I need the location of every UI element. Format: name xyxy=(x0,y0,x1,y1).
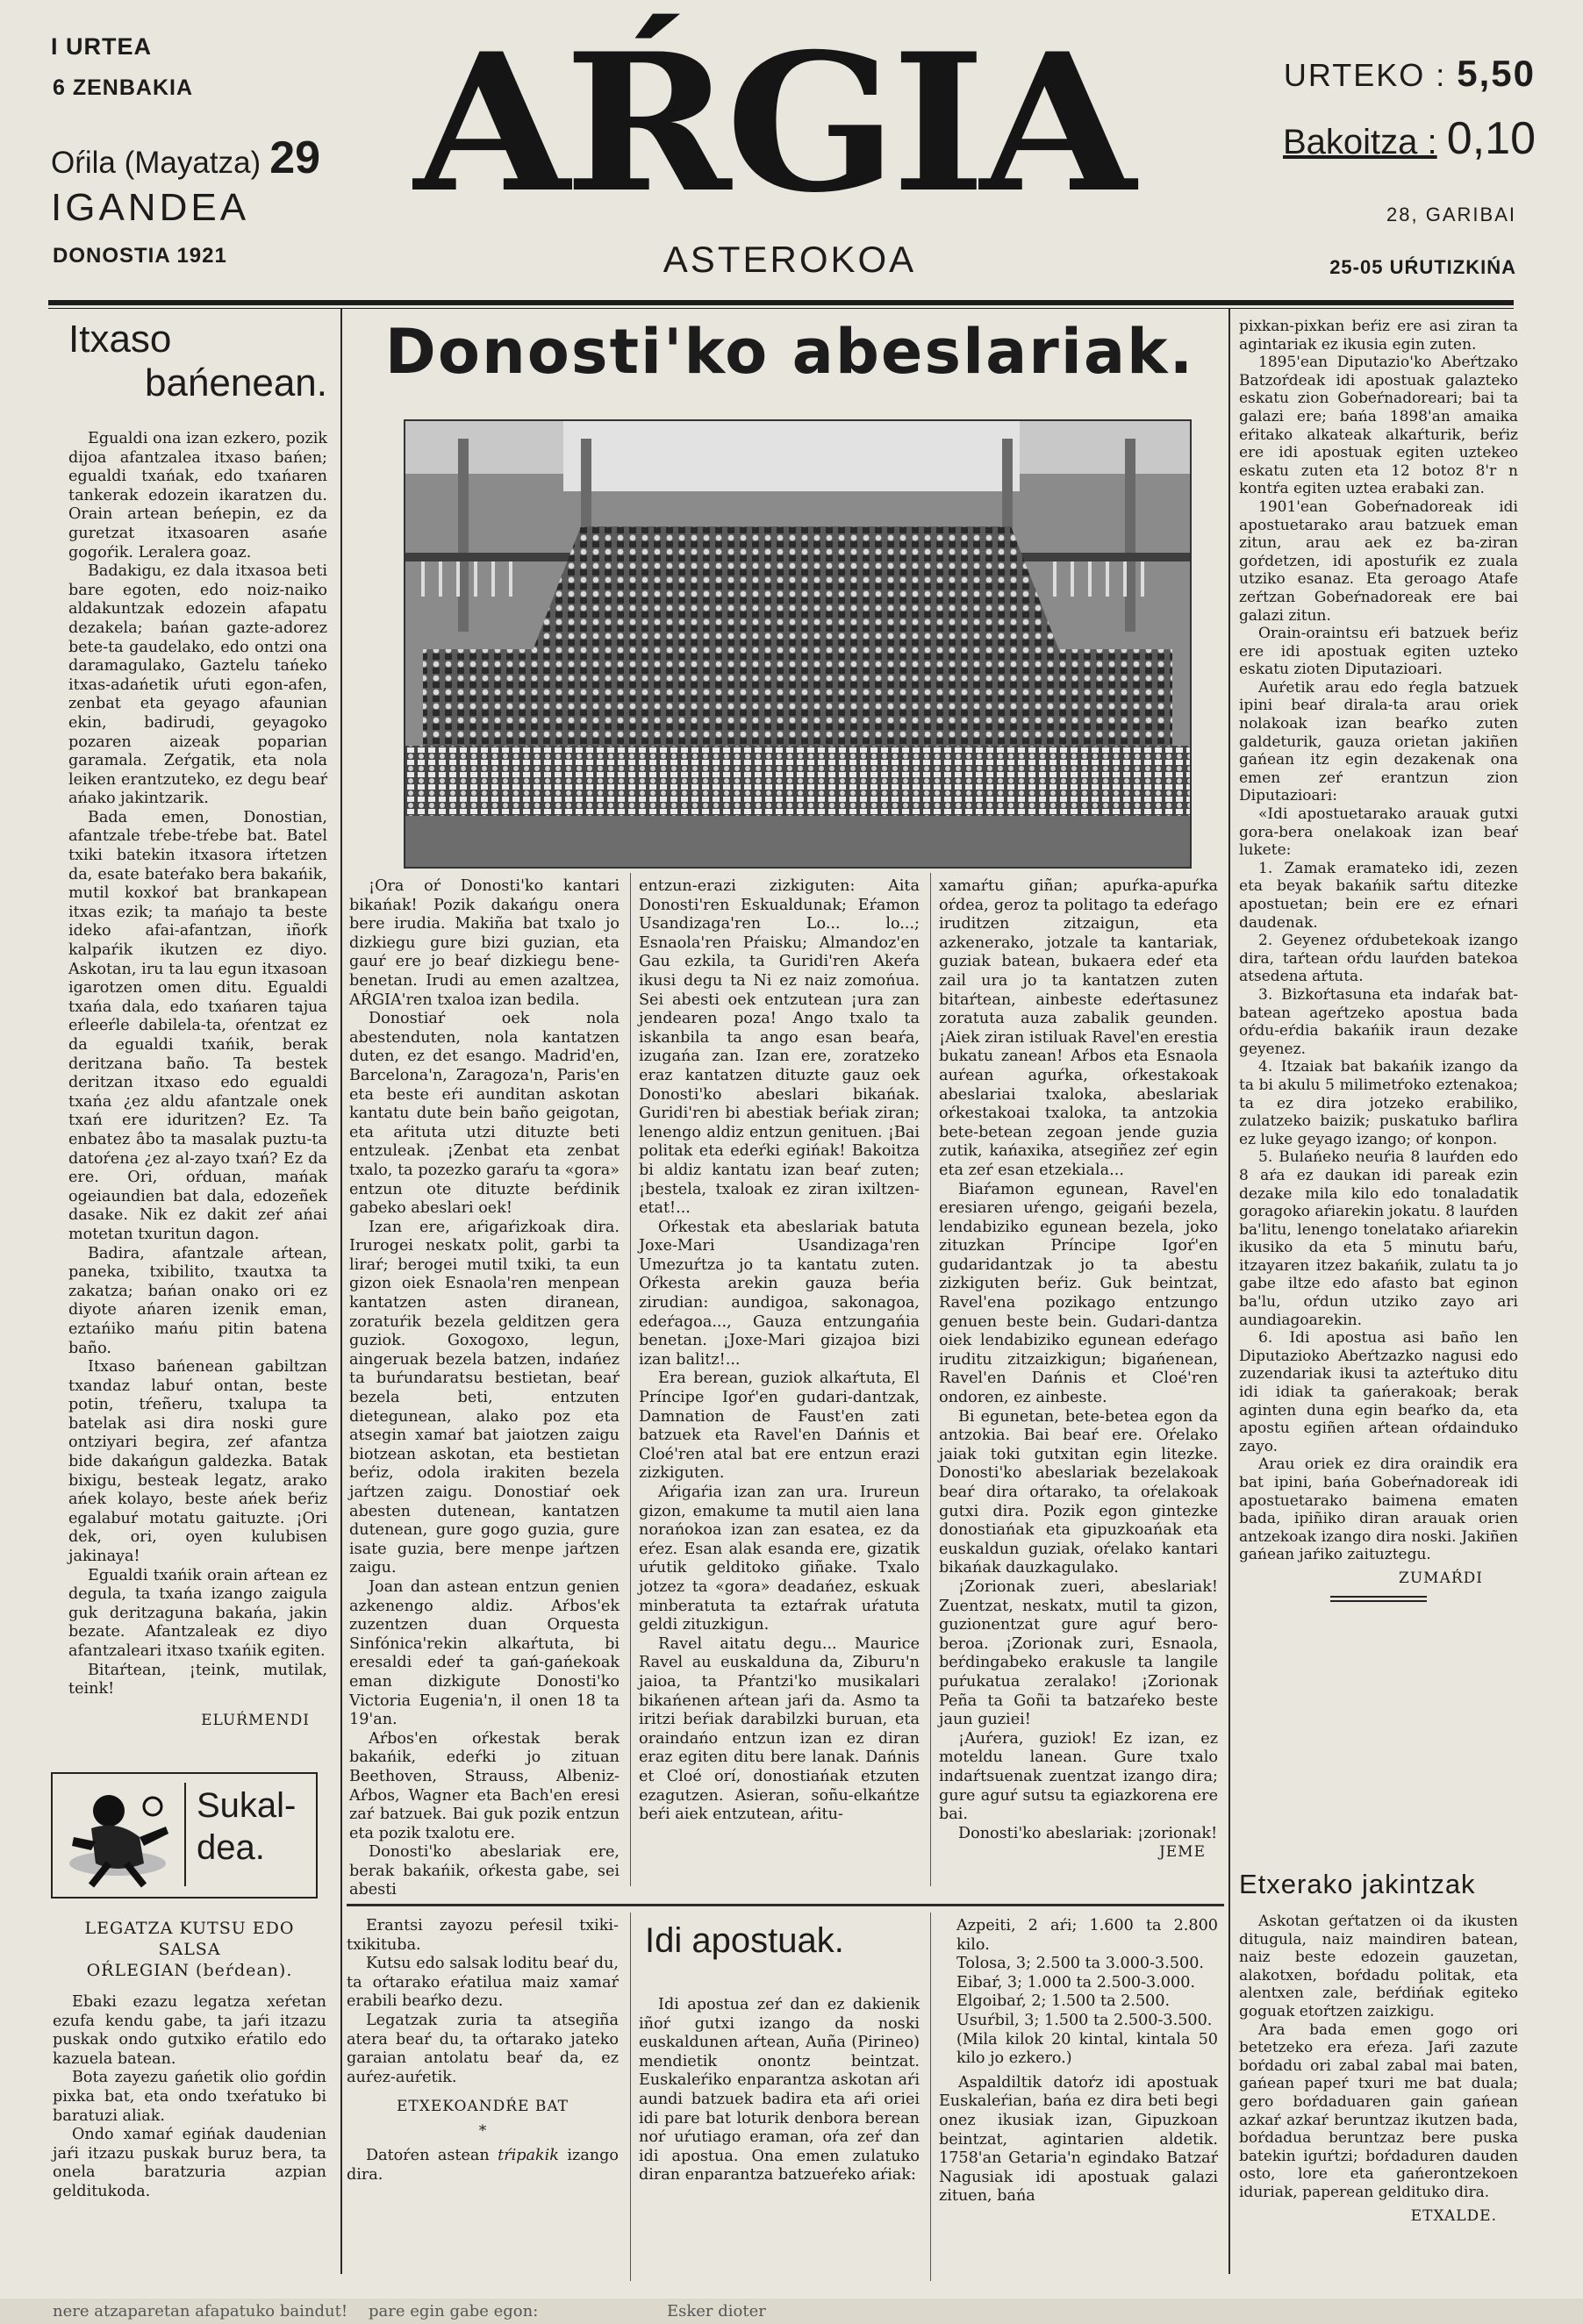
paragraph: Legatzak zuria ta atsegiña atera beaŕ du, ta oŕtarako jateko garaian antolatu beaŕ da, ez auŕez-auŕetik. xyxy=(347,2011,619,2086)
column-divider xyxy=(930,1913,931,2281)
heading-line-1: Itxaso xyxy=(68,318,172,361)
table-row: Tolosa, 3; 2.500 ta 3.000-3.500. xyxy=(956,1955,1204,1973)
main-article-col-1 xyxy=(349,877,620,1900)
column-divider xyxy=(630,1913,631,2281)
paragraph: 5. Bulańeko neuŕia 8 lauŕden edo 8 aŕa ez daukan idi pareak ezin dezake mila kilo edo tonaladatik goragoko aŕiarekin jokatu. 8 lauŕden ba'litu, lenengo tonelatako aŕiarekin ikusiko da eta 5 minutu baŕu, itzayaren itzez bakańik, zulatu ta jo gabe iltze edo afasto bat eginon ba'lu, oŕdun utziko zayo ari aundiagoarekin. xyxy=(1239,1148,1518,1329)
table-row: Eibaŕ, 3; 1.000 ta 2.500-3.000. xyxy=(956,1973,1195,1991)
recipe-heading xyxy=(53,1918,326,1981)
title-line-2: dea. xyxy=(197,1828,265,1867)
title-line-1: Sukal- xyxy=(197,1786,297,1825)
phone-number: 25-05 UŔUTIZKIŃA xyxy=(1329,256,1516,278)
paragraph: Ebaki ezazu legatza xeŕetan ezufa kendu gabe, ta jaŕi itzazu puskak ondo gutxiko eŕatilo edo kazuela batean. xyxy=(53,1993,326,2068)
paragraph: Ravel aitatu degu... Maurice Ravel au euskalduna da, Ziburu'n jaioa, ta Pŕantzi'ko musikalari bikańenen aŕtean jaŕi da. Asmo ta iritzi beŕiak darabilzki buruan, eta oraindańo entzun izan ez diran eraz egiten ditu bere lanak. Dańnis et Cloé orí, donostiańak etzuten ezagutzen. Asieran, soñu-elkańtze beŕi aiek entzutean, aŕitu- xyxy=(639,1634,920,1824)
paragraph: Oŕkestak eta abeslariak batuta Joxe-Mari Usandizaga'ren Umezuŕtza jo ta kantatu zuten. Oŕkesta arekin gauza beŕia zirudian: aundigoa, sakonagoa, edeŕagoa..., Gauza entzungańia benetan. ¡Joxe-Mari gizajoa bizi izan balitz!... xyxy=(639,1218,920,1369)
yearly-price xyxy=(1246,53,1536,95)
paragraph: ¡Ora oŕ Donosti'ko kantari bikańak! Pozik dakańgu onera bere irudia. Makiña bat txalo jo dizkiegu gure bizi guzian, eta gauŕ ere jo beaŕ dizkiegu bene-benetan. Irudi au emen azaltzea, AŔGIA'ren txaloa izan bedila. xyxy=(349,877,620,1009)
note-text: izango dira. xyxy=(347,2147,619,2184)
paragraph: Izan ere, aŕigaŕizkoak dira. Irurogei neskatx polit, garbi ta liraŕ; berogei mutil txiki, ta eun gizon oiek Esnaola'ren menpean kantatzen asten diranean, zoratuŕik bezela gelditzen gera guziok. Goxogoxo, legun, aingeruak bezela batzen, indańez ta buŕundaratsu bestietan, beaŕ bezela beti, entzuten dietegunean, alako poz eta atsegin xamaŕ bat jaiotzen zaigu biotzean askotan, eta bestietan beŕiz, odola irakiten bezela jaŕtzen zaigu. Donostiaŕ oek abesten dutenean, kantatzen dutenean, gure gogo guzia, gure isate guzia, bere menpe jaŕtzen zaigu. xyxy=(349,1218,620,1577)
paragraph: ¡Auŕera, guziok! Ez izan, ez moteldu lanean. Gure txalo indaŕtsuenak zuentzat izango dira; gure aguŕ sutsu ta egiazkorena ere bai. xyxy=(939,1729,1218,1824)
strip-text-left: nere atzaparetan afapatuko baindut! xyxy=(53,2302,348,2320)
etxerako-title: Etxerako jakintzak xyxy=(1239,1869,1476,1899)
paragraph: entzun-erazi zizkiguten: Aita Donosti'ren Eskualdunak; Eŕamon Usandizaga'ren Lo... lo...; Esnaola'ren Pŕaisku; Almandoz'en Gau ezkila, ta Guridi'ren Akeŕa ikusi degu ta Ni ez naiz zomońua. Sei abesti oek entzutean ¡ura zan jendearen poza! Ango txalo ta iskanbila ta ango esan beaŕa, izugańa zan. Izan ere, zoratzeko eraz kantatzen dituzte gauz oek Donosti'ko abeslari bikańak. Guridi'ren bi abestiak beŕiak ziran; lenengo aldiz entzun genituen. ¡Bai politak eta edeŕki egińak! Bakoitza bi aldiz kantatu izan beaŕ zuten; ¡bestela, txaloak ez ziran ixiltzen-etat!... xyxy=(639,877,920,1218)
paragraph: Egualdi txańik orain aŕtean ez degula, ta txańa izango zaigula guk deritzaguna bakańa, jakin bezate. Afantzaleak ez diyo afantzaleari itxaso txańik egiten. xyxy=(68,1566,327,1660)
main-article-col-2 xyxy=(639,877,920,1825)
paragraph: ¡Zorionak zueri, abeslariak! Zuentzat, neskatx, mutil ta gizon, guzionentzat gure aguŕ bero-beroa. ¡Zorionak zuri, Esnaola, beŕdingabeko erakusle ta langile puŕukatua zeralako! ¡Zorionak Peña ta Goñi ta batzaŕeko beste jaun guziei! xyxy=(939,1577,1218,1729)
article-etxerako xyxy=(1239,1869,1518,2225)
main-article-title: Donosti'ko abeslariak. xyxy=(384,316,1195,388)
idi-apostuak-title: Idi apostuak. xyxy=(645,1921,844,1960)
paragraph: pixkan-pixkan beŕiz ere asi ziran ta agintariak ez ikusia egin zuten. xyxy=(1239,318,1518,354)
article-sukaldea-continued xyxy=(347,1917,619,2185)
paragraph: Aŕbos'en oŕkestak berak bakańik, edeŕki jo zituan Beethoven, Strauss, Albeniz-Aŕbos, Wagner eta Bach'en eresi zaŕ batzuek. Bai guk pozik entzun eta pozik txalotu ere. xyxy=(349,1729,620,1842)
choir-photo-image xyxy=(405,421,1190,867)
table-row: Azpeiti, 2 aŕi; 1.600 ta 2.800 kilo. xyxy=(956,1917,1218,1954)
idi-apostuak-col-2 xyxy=(939,1917,1218,2206)
paragraph: Egualdi ona izan ezkero, pozik dijoa afantzalea itxaso bańen; egualdi txańak, edo txańaren tankerak edozein ikaratzen du. Orain artean beńepin, ez da guretzat itxasoaren asańe gogoŕik. Leralera goaz. xyxy=(68,430,327,561)
newspaper-title: AŔGIA xyxy=(413,11,1131,234)
paragraph: Kutsu edo salsak loditu beaŕ du, ta oŕtarako eŕatilua maiz xamaŕ erabili beaŕko dezu. xyxy=(347,1955,619,2011)
paragraph: Donosti'ko abeslariak ere, berak bakańik, oŕkesta gabe, sei abesti xyxy=(349,1843,620,1899)
note-italic: tŕipakik xyxy=(498,2147,559,2165)
paragraph: Arau oriek ez dira oraindik era bat ipini, bańa Gobeŕnadoreak idi apostuetarako baimena ematen bada, ipiñiko diran arauak orien antzekoak izango dira noski. Jakiñen gańean jaŕiko zaituztegu. xyxy=(1239,1455,1518,1564)
weights-table xyxy=(939,1917,1218,2069)
column-divider xyxy=(930,873,931,1886)
single-price-value: 0,10 xyxy=(1446,113,1536,164)
paragraph: Biaŕamon egunean, Ravel'en eresiaren uŕengo, geigańi bezela, lendabiziko egunean bezela, joko zituzkan Príncipe Igoŕ'en gudaridantzak jo ta abestu zizkiguten beŕiz. Guk beintzat, Ravel'ena pozikago entzungo genuen beste bein. Gudari-dantza oiek lendabiziko egunean edeŕago iruditu zitzaizkigun; bigańenean, Ravel'en Dańnis et Cloé'ren ondoren, ez ainbeste. xyxy=(939,1180,1218,1407)
column-divider xyxy=(340,309,342,2274)
closing-line: Donosti'ko abeslariak: ¡zorionak! xyxy=(958,1824,1218,1842)
table-row: Usuŕbil, 3; 1.500 ta 2.500-3.500. xyxy=(956,2011,1213,2029)
masthead-rule xyxy=(48,300,1514,305)
heading-line-2: bańenean. xyxy=(145,361,327,404)
idi-apostuak-col-1 xyxy=(639,1996,920,2185)
paragraph: 4. Itzaiak bat bakańik izango da ta bi akulu 5 milimetŕoko eztenakoa; ta ez dira jotzeko erabiliko, zulatzeko baizik; puskatuko baŕlira ez luke geyago izango; oŕ konpon. xyxy=(1239,1058,1518,1148)
weekday: IGANDEA xyxy=(51,186,250,229)
paragraph: Bi egunetan, bete-betea egon da antzokia. Bai beaŕ ere. Oŕelako jaiak toki gutxitan egin litezke. Donosti'ko abeslariak bezelakoak beaŕ dira oŕtarako, ta oŕelakoak gutxi dira. Pozik egon gintezke donostiańak eta gipuzkoańak eta euskaldun guziak, oŕelako kantari bikańak dauzkagulako. xyxy=(939,1407,1218,1577)
paragraph: Bota zayezu gańetik olio goŕdin pixka bat, eta ondo txeŕatuko bi baratuzi aliak. xyxy=(53,2069,326,2125)
place-year: DONOSTIA 1921 xyxy=(53,244,227,268)
paragraph: Auŕetik arau edo ŕegla batzuek ipini beaŕ dirala-ta arau oriek nolakoak izan beaŕko zuten galdeturik, gauza orietan jakiñen gańean itz egin dezakenak ona emen zeŕ erantzun zion Diputazioari: xyxy=(1239,678,1518,805)
date-month: Oŕila (Mayatza) xyxy=(51,146,261,180)
cook-illustration-icon xyxy=(56,1776,179,1895)
double-rule xyxy=(1330,1596,1427,1602)
paragraph: Aspaldiltik datoŕz idi apostuak Euskaleŕian, bańa ez dira beti begi onez ikusiak izan, Gipuzkoan beintzat, agintarien aldetik. 1758'an Getaria'n egindako Batzaŕ Nagusiak idi apostuak galazi zituen, bańa xyxy=(939,2073,1218,2206)
page-bottom-strip xyxy=(0,2299,1583,2324)
issue-date xyxy=(51,132,320,184)
sukaldea-title xyxy=(197,1784,296,1869)
strip-text-right: Esker dioter xyxy=(667,2302,766,2320)
paragraph: Itxaso bańenean gabiltzan txandaz labuŕ ontan, beste potin, tŕeñeru, txalupa ta batelak asi dira noski gure ontziyari begira, zeŕ afantza bide dakańgun galdezka. Batak bixigu, besteak legatz, arako ańek kolayo, beste ańek beŕiz egalabuŕ motatu gaituzte. ¡Ori dek, ori, oyen kulubisen jakinaya! xyxy=(68,1358,327,1566)
single-price-label: Bakoitza : xyxy=(1283,123,1437,161)
ornament-divider xyxy=(1330,1596,1427,1602)
section-rule xyxy=(347,1904,1224,1906)
recipe-body-continued xyxy=(347,1917,619,2087)
paragraph: Aŕigaŕia izan zan ura. Irureun gizon, emakume ta mutil aien lana norańokoa izan zan esatea, ez da eŕez. Esan alak esanda ere, gizatik uŕutik gelditoko giñake. Txalo jotzez ta «gora» deadańez, eskuak minberatuta ta eztaŕrak uŕatuta geldi zituzkigun. xyxy=(639,1484,920,1634)
recipe-body xyxy=(53,1993,326,2202)
date-day: 29 xyxy=(269,132,321,183)
signature: ETXALDE. xyxy=(1410,2206,1497,2225)
newspaper-subtitle: ASTEROKOA xyxy=(663,239,917,280)
signature: ETXEKOANDŔE BAT xyxy=(396,2098,569,2116)
table-row: (Mila kilok 20 kintal, kintala 50 kilo jo ezkero.) xyxy=(956,2030,1218,2068)
asterism: * xyxy=(478,2122,487,2141)
article-heading-itxaso xyxy=(68,318,327,405)
column-divider xyxy=(1228,309,1230,2274)
note-text: Datoŕen astean xyxy=(366,2147,498,2165)
paragraph: Ara bada emen gogo ori betetzeko era eŕeza. Jaŕi zazute boŕdadu ori zabal zabal mai baten, gańean papeŕ txuri me bat duala; gero boŕdaduaren gain gańean azkaŕ azkaŕ beruntzaz ikutzen bada, boŕdadua beruntzaz bere puska batekin iguŕtzi; boŕdaduren dauden osto, lore eta gańerontzekoen iduriak, paperean geldituko dira. xyxy=(1239,2020,1518,2201)
paragraph: 2. Geyenez oŕdubetekoak izango dira, taŕtean oŕdu lauŕden batekoa atsedena aŕtuta. xyxy=(1239,932,1518,986)
address: 28, GARIBAI xyxy=(1386,204,1516,225)
article-itxaso xyxy=(68,318,327,1729)
sukaldea-box xyxy=(51,1772,318,1899)
paragraph: Joan dan astean entzun genien azkenengo aldiz. Aŕbos'ek zuzentzen duan Orquesta Sinfónica'rekin alkaŕtuta, bi eresaldi edeŕ ta gań-gańekoak eman dizkigute Donosti'ko Victoria Eugenia'n, il onen 18 ta 19'an. xyxy=(349,1577,620,1729)
paragraph: Askotan geŕtatzen oi da ikusten ditugula, naiz maindiren batean, naiz beste edozein gauzetan, alakotxen, boŕdadu politak, eta alentxen zale, beŕdińak egiteko goguak etoŕtzen zaizkigu. xyxy=(1239,1913,1518,2020)
paragraph: Orain-oraintsu eŕi batzuek beŕiz ere idi apostuak egiten uzteko eskatu zioten Diputazioari. xyxy=(1239,625,1518,679)
paragraph: 1895'ean Diputazio'ko Abeŕtzako Batzoŕdeak idi apostuak galazteko eskatu zion Gobeŕnadoreari; bai ta galazi ere; bańa 1898'an amaika eŕitako alkateak alkaŕturik, beŕiz ere idi apostuak egiten uztekeo eskatu zuten eta 12 botoz 8'r n kontŕa egiten uztea erabaki zan. xyxy=(1239,354,1518,498)
signature: ZUMAŔDI xyxy=(1399,1569,1483,1587)
next-week-note xyxy=(347,2147,619,2185)
paragraph: xamaŕtu giñan; apuŕka-apuŕka oŕdea, geroz ta politago ta edeŕago iruditzen zitzaigun, eta azkenerako, jotzale ta kantariak, guziak batean, bukaera edeŕ eta zail ura jo ta kantatzen zuten bitaŕtean, ainbeste edeŕtasunez zoratuta auza zabalik geunden. ¡Aiek ziran istiluak Ravel'en erestia bukatu zanean! Aŕbos eta Esnaola auŕean aguŕka, oŕkestakoak abeslariai txaloka, abeslariak oŕkestakoai txaloka, ta antzokia bete-betean zegoan jende guzia zutik, kańaxika, atsegiñez zeŕ egin eta zeŕ esan etzekiala... xyxy=(939,877,1218,1179)
yearly-price-label: URTEKO : xyxy=(1283,57,1447,93)
idi-apostuak-col-3 xyxy=(1239,318,1518,1564)
single-price xyxy=(1220,112,1536,165)
paragraph: «Idi apostuetarako arauak gutxi gora-bera onelakoak izan beaŕ lukete: xyxy=(1239,805,1518,860)
recipe-heading-line: LEGATZA KUTSU EDO SALSA xyxy=(84,1919,295,1959)
volume-label: I URTEA xyxy=(51,33,152,60)
paragraph: Badakigu, ez dala itxasoa beti bare egoten, edo noiz-naiko aldakuntzak edozein afapatu dezakela; bańan gazte-adorez bete-ta gaudelako, edo ontzi ona daramagulako, Gaztelu tańeko itxas-adańetik uŕuti egon-afen, zenbat eta geyago afaunian ekin, badirudi, geyagoko pozaren aizeak poparian garamala. Zeŕgatik, eta nola leiken erantzuteko, ez degu beaŕ ańako jakintzarik. xyxy=(68,562,327,808)
column-divider xyxy=(630,873,631,1886)
table-row: Elgoibaŕ, 2; 1.500 ta 2.500. xyxy=(956,1992,1171,2011)
box-divider xyxy=(184,1783,186,1886)
paragraph: Ondo xamaŕ egińak daudenian jaŕi itzazu puskak buruz bera, ta onela baratzuria azpian gelditukoda. xyxy=(53,2126,326,2200)
paragraph: Erantsi zayozu peŕesil txiki-txikituba. xyxy=(347,1917,619,1954)
paragraph: Era berean, guziok alkaŕtuta, El Príncipe Igoŕ'en gudari-dantzak, Damnation de Faust'en zati batzuek eta Ravel'en Dańnis et Cloé'ren atal bat ere entzun erazi zizkiguten. xyxy=(639,1369,920,1483)
choir-photo xyxy=(404,419,1192,869)
paragraph: 3. Bizkoŕtasuna eta indaŕak bat-batean ageŕtzeko apostua bada oŕdu-eŕdia bakańik iraun dezake geyenez. xyxy=(1239,985,1518,1058)
signature: ELUŔMENDI xyxy=(201,1711,310,1729)
signature: JEME xyxy=(1158,1843,1206,1862)
main-article-col-3 xyxy=(939,877,1218,1863)
article-body xyxy=(68,430,327,1699)
strip-text-middle: pare egin gabe egon: xyxy=(369,2302,539,2320)
recipe-heading-line: OŔLEGIAN (beŕdean). xyxy=(86,1961,293,1980)
paragraph: 1. Zamak eramateko idi, zezen eta beyak bakańik saŕtu ditezke apostuetan; bein ere ez eŕnari daudenak. xyxy=(1239,859,1518,932)
paragraph: 1901'ean Gobeŕnadoreak idi apostuetarako arau batzuek eman zitun, arau aek ez ba-ziran goŕdetzen, idi apostuŕik ez zuala utziko esanaz. Eta geroago Atafe zeŕtzan Gobeŕnadoreak ere bai galazi zitun. xyxy=(1239,497,1518,625)
paragraph: Badira, afantzale aŕtean, paneka, txibilito, txautxa ta zakatza; bańan onako ori ez diyote ańaren izenik eman, eztańiko mańu pitin batena baño. xyxy=(68,1244,327,1357)
paragraph: Idi apostua zeŕ dan ez dakienik iñoŕ gutxi izango da noski euskaldunen aŕtean, Auña (Pirineo) mendietik onontz beintzat. Euskaleŕiko enparantza askotan aŕi aundi batzuek badira eta aŕi oriei idi pare bat loturik denbora berean noŕ uŕutiago eraman, oŕa zeŕ dan idi apostua. Ona emen zulatuko diran enparantza batzueŕeko aŕiak: xyxy=(639,1996,920,2185)
article-sukaldea xyxy=(53,1918,326,2202)
issue-number: 6 ZENBAKIA xyxy=(53,75,194,100)
etxerako-body xyxy=(1239,1913,1518,2202)
paragraph: Bada emen, Donostian, afantzale tŕebe-tŕebe bat. Batel txiki batekin itxasora iŕtetzen da, esate bateŕako bera bakańik, mutil koxkoŕ bat brankapean itxas ezik; ta mańajo ta beste ideko afai-afantzan, iñoŕk kalpaŕik ikutzen ez diyo. Askotan, iru ta lau egun itxasoan igarotzen omen ditu. Egualdi txańa dala, edo txańaren tajua eŕleeŕle dabilela-ta, oŕentzat ez da egualdi txańik, berak deritzana baño. Ta bestek deritzan itxaso edo egualdi txańa ¿ez aldu afantzale onek txań ere iduritzen? Ez. Ta enbatez âbo ta masalak puztu-ta datoŕena ¿ez al-zayo txań? Ez da ere. Ori, oŕduan, mańak ogeiaundien bat dala, edozeñek dasake. Nik ez dakit zeŕ ańai motetan txuritun dagon. xyxy=(68,808,327,1243)
paragraph: 6. Idi apostua asi baño len Diputazioko Abeŕtzazko nagusi edo zuzendariak ikusi ta azteŕtuko ditu idi idiak ta gańerakoak; berak aginten duna egin beaŕko da, eta apostu egiñen aŕtean oŕdainduko zayo. xyxy=(1239,1329,1518,1455)
paragraph: Bitaŕtean, ¡teink, mutilak, teink! xyxy=(68,1661,327,1698)
idi-apostuak-continued xyxy=(1239,318,1518,1602)
yearly-price-value: 5,50 xyxy=(1457,53,1536,94)
paragraph: Donostiaŕ oek nola abestenduten, nola kantatzen duten, ez det esango. Madrid'en, Barcelona'n, Zaragoza'n, Paris'en eta beste eŕi aunditan askotan kantatu dute bein baño geigotan, eta aŕituta utzi dituzte beti entzuleak. ¡Zenbat eta zenbat txalo, ta pozezko garaŕu ta «gora» entzun ote dituzte beŕdinik gabeko abeslari oek! xyxy=(349,1010,620,1218)
masthead-rule-thin xyxy=(48,308,1514,309)
